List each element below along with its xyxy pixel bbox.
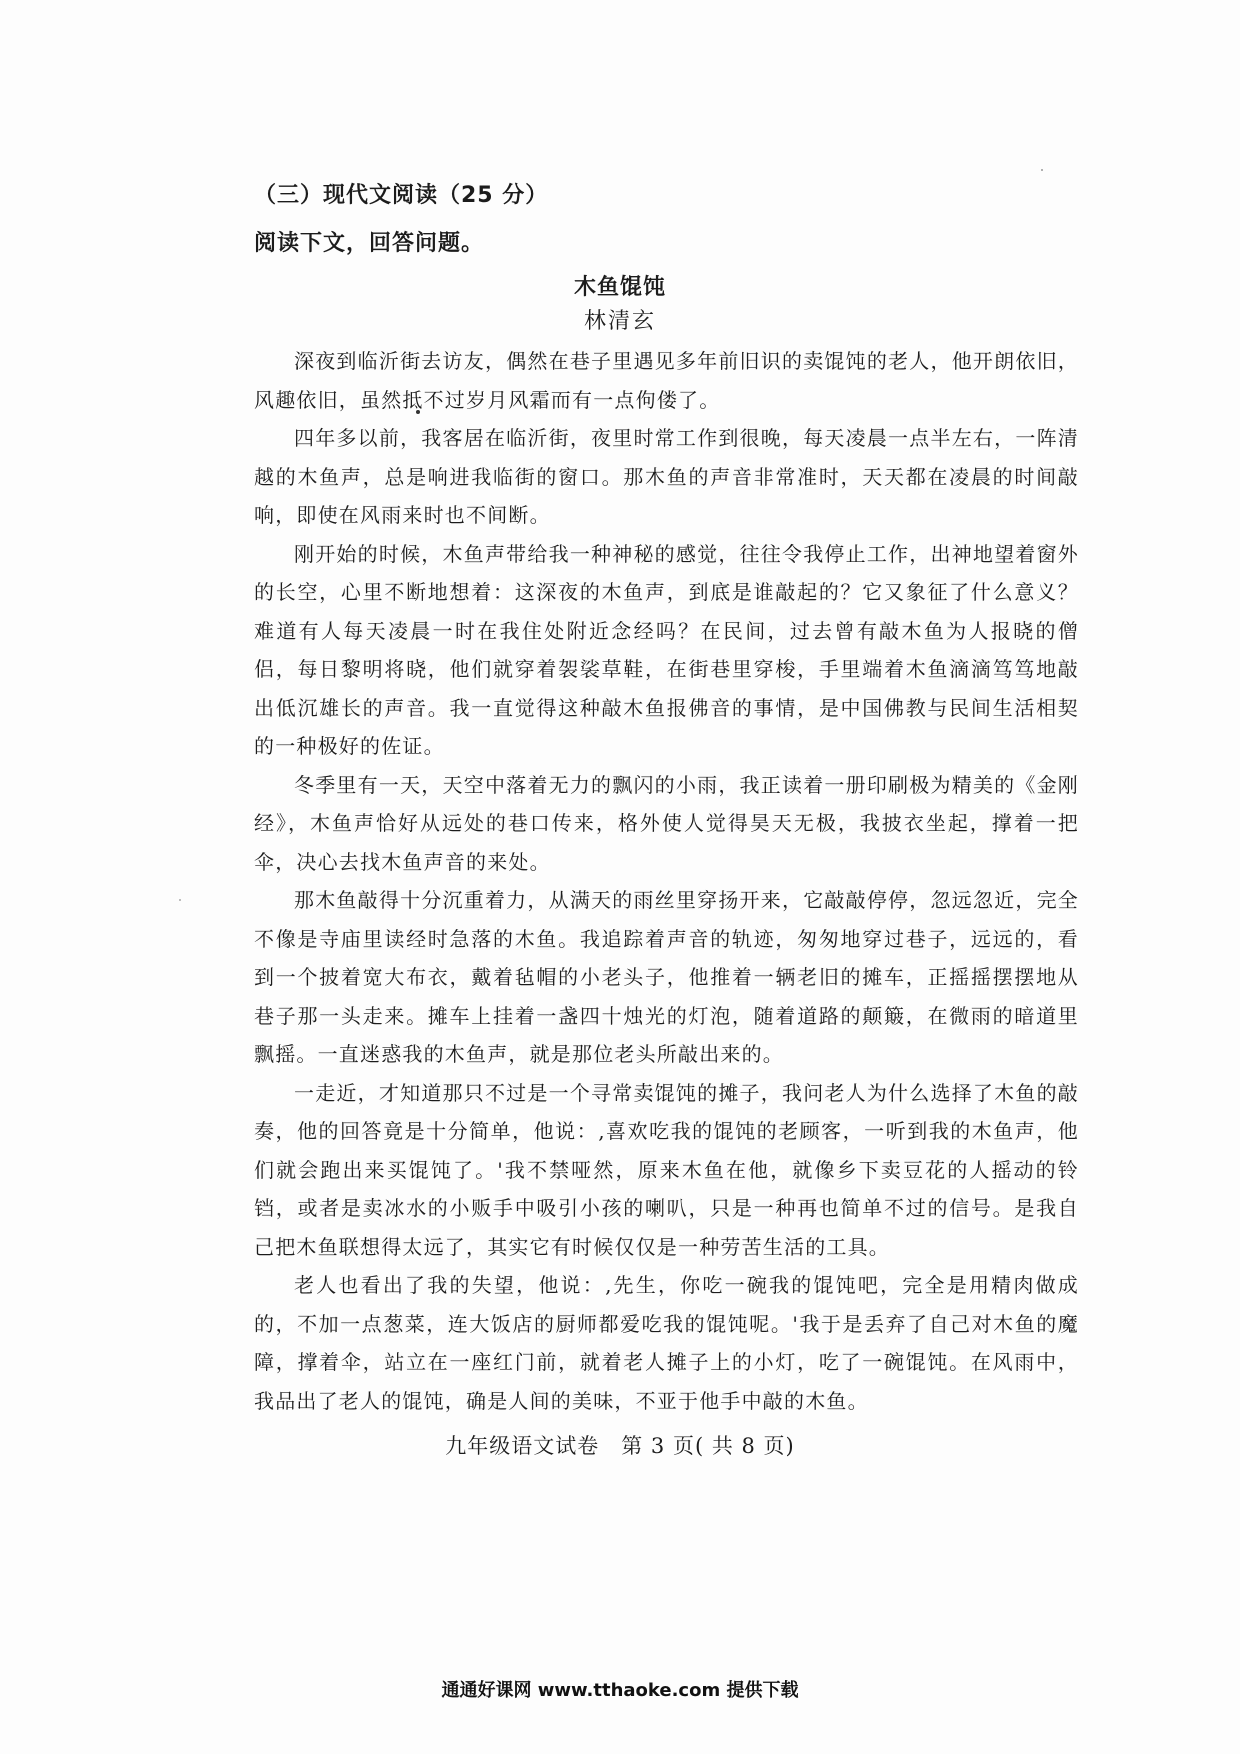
download-watermark: 通通好课网 www.tthaoke.com 提供下载: [441, 1680, 799, 1701]
article-paragraph: 老人也看出了我的失望，他说：‚先生，你吃一碗我的馄饨吧，完全是用精肉做成的，不加一点葱菜，连大饭店的厨师都爱吃我的馄饨呢。'我于是丢弃了自己对木鱼的魔障，撑着伞，站立在一座红门前，就着老人摊子上的小灯，吃了一碗馄饨。在风雨中，我品出了老人的馄饨，确是人间的美味，不亚于他手中敲的木鱼。: [254, 1273, 1079, 1413]
scan-speck: [1041, 169, 1043, 171]
article-paragraph: 深夜到临沂街去访友，偶然在巷子里遇见多年前旧识的卖馄饨的老人，他开朗依旧，风趣依旧，虽然抵不过岁月风霜而有一点佝偻了。: [254, 349, 1079, 412]
page-number-footer: 九年级语文试卷 第 3 页( 共 8 页): [445, 1434, 795, 1458]
article-paragraph: 一走近，才知道那只不过是一个寻常卖馄饨的摊子，我问老人为什么选择了木鱼的敲奏，他的回答竟是十分简单，他说：‚喜欢吃我的馄饨的老顾客，一听到我的木鱼声，他们就会跑出来买馄饨了。'我不禁哑然，原来木鱼在他，就像乡下卖豆花的人摇动的铃铛，或者是卖冰水的小贩手中吸引小孩的喇叭，只是一种再也简单不过的信号。是我自己把木鱼联想得太远了，其实它有时候仅仅是一种劳苦生活的工具。: [254, 1080, 1079, 1259]
article-title: 木鱼馄饨: [573, 275, 666, 300]
scan-speck: [179, 899, 181, 901]
article-author: 林清玄: [583, 309, 656, 334]
article-paragraph: 冬季里有一天，天空中落着无力的飘闪的小雨，我正读着一册印刷极为精美的《金刚经》，木鱼声恰好从远处的巷口传来，格外使人觉得昊天无极，我披衣坐起，撑着一把伞，决心去找木鱼声音的来处。: [254, 772, 1079, 874]
reading-instruction: 阅读下文，回答问题。: [254, 231, 485, 256]
article-paragraph: 四年多以前，我客居在临沂街，夜里时常工作到很晚，每天凌晨一点半左右，一阵清越的木鱼声，总是响进我临街的窗口。那木鱼的声音非常准时，天天都在凌晨的时间敲响，即使在风雨来时也不间断。: [254, 426, 1079, 527]
article-paragraph: 刚开始的时候，木鱼声带给我一种神秘的感觉，往往令我停止工作，出神地望着窗外的长空，心里不断地想着：这深夜的木鱼声，到底是谁敲起的？它又象征了什么意义？难道有人每天凌晨一时在我住处附近念经吗？在民间，过去曾有敲木鱼为人报晓的僧侣，每日黎明将晓，他们就穿着袈裟草鞋，在街巷里穿梭，手里端着木鱼滴滴笃笃地敲出低沉雄长的声音。我一直觉得这种敲木鱼报佛音的事情，是中国佛教与民间生活相契的一种极好的佐证。: [254, 541, 1079, 758]
article-body: [254, 342, 1079, 1420]
section-heading: （三）现代文阅读（25 分）: [254, 183, 549, 208]
article-paragraph: 那木鱼敲得十分沉重着力，从满天的雨丝里穿扬开来，它敲敲停停，忽远忽近，完全不像是寺庙里读经时急落的木鱼。我追踪着声音的轨迹，匆匆地穿过巷子，远远的，看到一个披着宽大布衣，戴着毡帽的小老头子，他推着一辆老旧的摊车，正摇摇摆摆地从巷子那一头走来。摊车上挂着一盏四十烛光的灯泡，随着道路的颠簸，在微雨的暗道里飘摇。一直迷惑我的木鱼声，就是那位老头所敲出来的。: [254, 888, 1079, 1066]
